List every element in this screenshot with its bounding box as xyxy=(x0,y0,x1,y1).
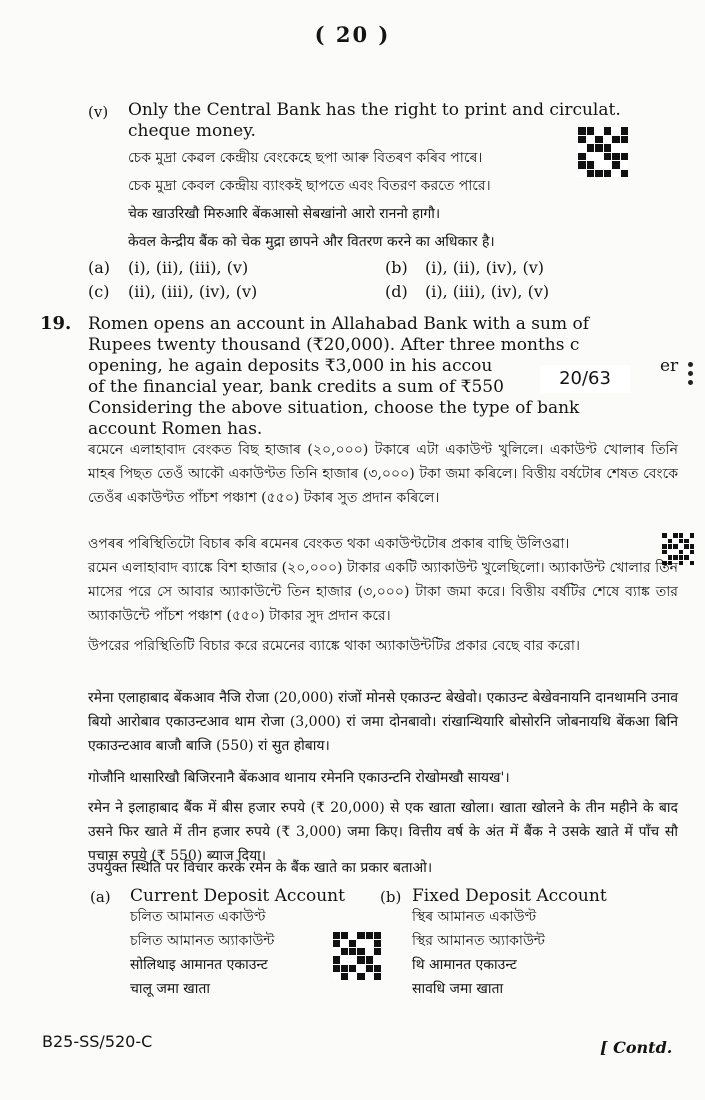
answer-b-english: Fixed Deposit Account xyxy=(412,886,607,906)
page-number: ( 20 ) xyxy=(314,22,391,47)
answer-a-assamese: চলিত আমানত একাউণ্ট xyxy=(130,909,266,925)
question-bodo-question: गोजौनि थासारिखौ बिजिरनानै बेंकआव थानाय रमेननि एकाउन्टनि रोखोमखौ सायख'। xyxy=(88,770,510,786)
question-hindi-text: रमेन ने इलाहाबाद बैंक में बीस हजार रुपये (₹ 20,000) से एक खाता खोला। खाता खोलने के तीन महीने के बाद उसने फिर खाते में तीन हजार रुपये (₹ 3,000) जमा किए। वित्तीय वर्ष के अंत में बैंक ने उसके खाते में पाँच सौ पचास रुपये (₹ 550) ब्याज दिया। xyxy=(88,800,678,864)
page-counter-badge: 20/63 xyxy=(540,365,630,393)
question-number: 19. xyxy=(40,313,72,334)
more-options-icon[interactable] xyxy=(688,362,696,389)
answer-b-hindi: सावधि जमा खाता xyxy=(412,981,504,997)
statement-v-english-line2: cheque money. xyxy=(128,121,256,141)
answer-a-bodo: सोलिथाइ आमानत एकाउन्ट xyxy=(130,957,268,973)
question-english-line6: account Romen has. xyxy=(88,419,263,439)
statement-v-bodo: चेक खाउरिखौ मिरुआरि बेंकआसो सेबखांनो आरो राननो हागौ। xyxy=(128,206,441,222)
option-d-text: (i), (iii), (iv), (v) xyxy=(425,282,550,301)
option-a-label: (a) xyxy=(88,258,111,277)
paper-code: B25-SS/520-C xyxy=(42,1032,153,1051)
question-bodo-text: रमेना एलाहाबाद बेंकआव नैजि रोजा (20,000) रांजों मोनसे एकाउन्ट बेखेवो। एकाउन्ट बेखेवनायनि दानथामनि उनाव बियो आरोबाव एकाउन्टआव थाम रोजा (3,000) रां जमा दोनबावो। रांखान्थियारि बोसोरनि जोबनायथि बेंकआ बिनि एकाउन्टआव बाजौ बाजि (550) रां सुत होबाय। xyxy=(88,690,678,754)
question-bengali-text: রমেন এলাহাবাদ ব্যাঙ্কে বিশ হাজার (২০,০০০) টাকার একটি অ্যাকাউন্ট খুলেছিলো। অ্যাকাউন্ট খোলার তিন মাসের পরে সে আবার অ্যাকাউন্টে তিন হাজার (৩,০০০) টাকা জমা করে। বিত্তীয় বর্ষটির শেষে ব্যাঙ্ক তার অ্যাকাউন্টে পাঁচশ পঞ্চাশ (৫৫০) টাকার সুদ প্রদান করে। xyxy=(88,560,678,624)
option-a-text: (i), (ii), (iii), (v) xyxy=(128,258,249,277)
statement-v-bengali: চেক মুদ্রা কেবল কেন্দ্রীয় ব্যাংকই ছাপতে এবং বিতরণ করতে পারে। xyxy=(128,178,491,194)
answer-b-bengali: স্থির আমানত অ্যাকাউন্ট xyxy=(412,933,545,949)
question-english-line3: opening, he again deposits ₹3,000 in his accou xyxy=(88,356,493,376)
option-c-label: (c) xyxy=(88,282,110,301)
option-b-label: (b) xyxy=(385,258,408,277)
question-bengali-question: উপরের পরিস্থিতিটি বিচার করে রমেনের ব্যাঙ্কে থাকা অ্যাকাউন্টটির প্রকার বেছে বার করো। xyxy=(88,638,580,654)
question-english-line1: Romen opens an account in Allahabad Bank with a sum of xyxy=(88,314,590,334)
question-english-line5: Considering the above situation, choose the type of bank xyxy=(88,398,580,418)
answer-a-bengali: চলিত আমানত অ্যাকাউন্ট xyxy=(130,933,275,949)
statement-v-english-line1: Only the Central Bank has the right to print and circulat. xyxy=(128,100,621,120)
answer-a-english: Current Deposit Account xyxy=(130,886,345,906)
qr-code xyxy=(578,127,628,177)
answer-a-hindi: चालू जमा खाता xyxy=(130,981,210,997)
statement-v-label: (v) xyxy=(88,103,109,121)
statement-v-assamese: চেক মুদ্ৰা কেৱল কেন্দ্ৰীয় বেংকেহে ছপা আৰু বিতৰণ কৰিব পাৰে। xyxy=(128,150,483,166)
question-english-line3-tail: er xyxy=(660,356,679,376)
question-english-line4: of the financial year, bank credits a sum of ₹550 xyxy=(88,377,504,397)
answer-b-assamese: স্থিৰ আমানত একাউণ্ট xyxy=(412,909,537,925)
answer-b-label: (b) xyxy=(380,888,402,906)
continued-note: [ Contd. xyxy=(600,1038,673,1057)
answer-b-bodo: थि आमानत एकाउन्ट xyxy=(412,957,517,973)
question-assamese-question: ওপৰৰ পৰিস্থিতিটো বিচাৰ কৰি ৰমেনৰ বেংকত থকা একাউণ্টটোৰ প্ৰকাৰ বাছি উলিওৱা। xyxy=(88,536,570,552)
question-hindi-question: उपर्युक्त स्थिति पर विचार करके रमेन के बैंक खाते का प्रकार बताओ। xyxy=(88,860,433,876)
question-english-line2: Rupees twenty thousand (₹20,000). After three months c xyxy=(88,335,580,355)
option-c-text: (ii), (iii), (iv), (v) xyxy=(128,282,258,301)
option-b-text: (i), (ii), (iv), (v) xyxy=(425,258,544,277)
qr-code xyxy=(333,932,381,980)
question-assamese-text: ৰমেনে এলাহাবাদ বেংকত বিছ হাজাৰ (২০,০০০) টকাৰে এটা একাউণ্ট খুলিলে। একাউণ্ট খোলাৰ তিনি মাহৰ পিছত তেওঁ আকৌ একাউণ্টত তিনি হাজাৰ (৩,০০০) টকা জমা কৰিলে। বিত্তীয় বৰ্ষটোৰ শেষত বেংকে তেওঁৰ একাউণ্টত পাঁচশ পঞ্চাশ (৫৫০) টকাৰ সুত প্ৰদান কৰিলে। xyxy=(88,442,678,506)
statement-v-hindi: केवल केन्द्रीय बैंक को चेक मुद्रा छापने और वितरण करने का अधिकार है। xyxy=(128,234,495,250)
answer-a-label: (a) xyxy=(90,888,111,906)
option-d-label: (d) xyxy=(385,282,408,301)
